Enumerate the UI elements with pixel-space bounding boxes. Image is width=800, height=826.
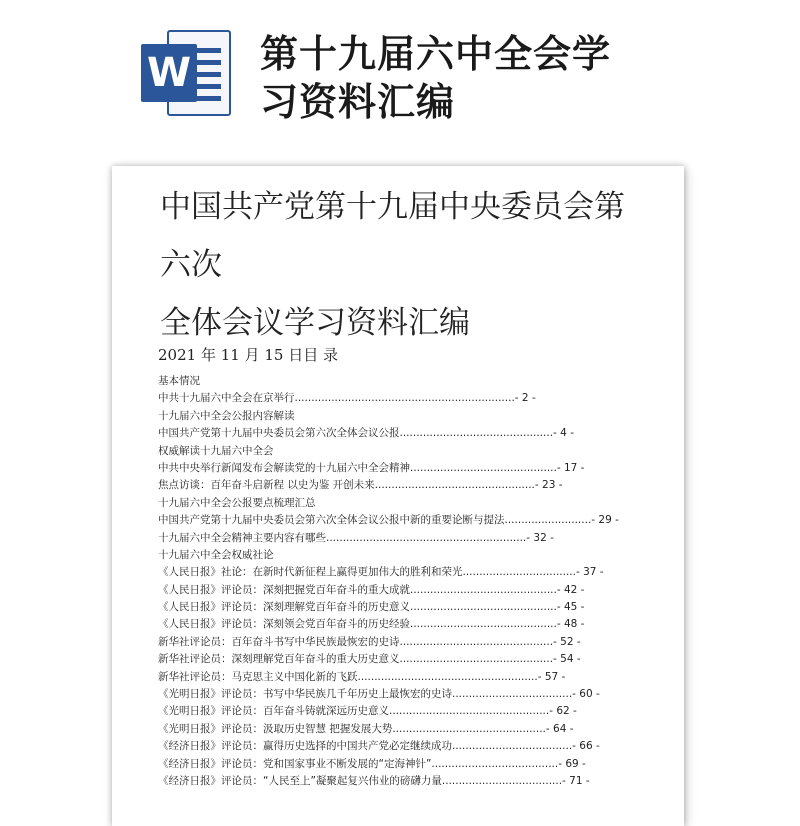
toc-row[interactable] [158, 512, 678, 529]
toc-page-number: - 37 - [575, 566, 604, 579]
toc-leader-dots: ............................................................ [326, 531, 527, 544]
toc-row[interactable] [158, 599, 678, 616]
document-date: 2021 年 11 月 15 日目 录 [158, 346, 338, 364]
toc-row[interactable] [158, 373, 678, 390]
toc-entry-text: 十九届六中全会精神主要内容有哪些 [158, 531, 326, 544]
toc-page-number: - 71 - [562, 774, 590, 787]
toc-leader-dots: .............................................. [392, 722, 546, 735]
toc-entry-text: 《经济日报》评论员：赢得历史选择的中国共产党必定继续成功 [158, 740, 452, 753]
toc-leader-dots: .................................. [462, 566, 576, 579]
toc-row[interactable] [158, 582, 678, 599]
toc-entry-text: 新华社评论员：马克思主义中国化新的飞跃 [158, 670, 358, 683]
toc-entry-text: 《光明日报》评论员：百年奋斗铸就深远历史意义 [158, 705, 389, 718]
toc-page-number: - 52 - [553, 635, 581, 648]
toc-entry-text: 十九届六中全会公报内容解读 [158, 409, 295, 422]
toc-page-number: - 32 - [526, 531, 554, 544]
toc-leader-dots: ...................................................... [357, 670, 538, 683]
toc-leader-dots: .............................................. [399, 635, 554, 648]
document-title-line-1: 中国共产党第十九届中央委员会第 [160, 189, 625, 225]
toc-page-number: - 45 - [556, 601, 585, 614]
toc-page-number: - 42 - [556, 583, 585, 596]
toc-row[interactable] [158, 634, 678, 651]
toc-row[interactable] [158, 756, 678, 773]
toc-entry-text: 中共中央举行新闻发布会解读党的十九届六中全会精神 [158, 461, 410, 474]
toc-entry-text: 《人民日报》评论员：深刻领会党百年奋斗的历史经验 [158, 618, 410, 631]
toc-page-number: - 60 - [572, 688, 600, 701]
toc-row[interactable] [158, 738, 678, 755]
toc-row[interactable] [158, 773, 678, 790]
toc-row[interactable] [158, 651, 678, 668]
toc-entry-text: 《人民日报》评论员：深刻理解党百年奋斗的历史意义 [158, 601, 410, 614]
toc-row[interactable] [158, 530, 678, 547]
toc-page-number: - 23 - [534, 479, 563, 492]
toc-entry-text: 《经济日报》评论员：“人民至上”凝聚起复兴伟业的磅礴力量 [158, 774, 442, 787]
document-title-line-2: 六次 [160, 247, 222, 283]
word-icon [141, 30, 231, 116]
page-title [260, 30, 680, 126]
toc-leader-dots: ................................................ [374, 479, 535, 492]
toc-leader-dots: ...................................... [431, 757, 559, 770]
toc-page-number: - 48 - [556, 618, 585, 631]
toc-entry-text: 《光明日报》评论员：书写中华民族几千年历史上最恢宏的史诗 [158, 688, 452, 701]
toc-entry-text: 十九届六中全会权威社论 [158, 548, 274, 561]
document-page [112, 166, 684, 826]
toc-row[interactable] [158, 390, 678, 407]
page-title-line-2: 习资料汇编 [260, 80, 456, 124]
toc-entry-text: 基本情况 [158, 375, 200, 387]
toc-row[interactable] [158, 408, 678, 425]
document-title [160, 178, 660, 352]
toc-row[interactable] [158, 477, 678, 494]
toc-row[interactable] [158, 669, 678, 686]
toc-entry-text: 中国共产党第十九届中央委员会第六次全体会议公报 [158, 427, 400, 440]
toc-leader-dots: ............................................ [410, 461, 557, 474]
toc-row[interactable] [158, 495, 678, 512]
word-icon-letter: W [141, 44, 197, 102]
toc-row[interactable] [158, 425, 678, 442]
toc-leader-dots: .................................................................. [294, 392, 515, 405]
toc-row[interactable] [158, 686, 678, 703]
toc-leader-dots: .................................... [452, 688, 573, 701]
toc-leader-dots: .................................... [452, 740, 573, 753]
toc-leader-dots: ................................................ [389, 705, 550, 718]
toc-entry-text: 《人民日报》社论：在新时代新征程上赢得更加伟大的胜利和荣光 [158, 566, 463, 579]
toc-entry-text: 《人民日报》评论员：深刻把握党百年奋斗的重大成就 [158, 583, 410, 596]
toc-row[interactable] [158, 460, 678, 477]
toc-page-number: - 4 - [553, 427, 574, 440]
toc-row[interactable] [158, 564, 678, 581]
toc-row[interactable] [158, 443, 678, 460]
toc-page-number: - 62 - [549, 705, 577, 718]
toc-leader-dots: ............................................ [410, 601, 557, 614]
toc-page-number: - 29 - [591, 514, 619, 527]
toc-entry-text: 十九届六中全会公报要点梳理汇总 [158, 496, 316, 509]
toc-page-number: - 54 - [553, 653, 581, 666]
toc-entry-text: 权威解读十九届六中全会 [158, 444, 274, 457]
toc-leader-dots: ............................................ [410, 583, 557, 596]
toc-leader-dots: .............................................. [399, 427, 554, 440]
toc-page-number: - 69 - [558, 757, 586, 770]
toc-leader-dots: .............................................. [399, 653, 554, 666]
toc-entry-text: 《经济日报》评论员：党和国家事业不断发展的“定海神针” [158, 757, 432, 770]
toc-entry-text: 新华社评论员：百年奋斗书写中华民族最恢宏的史诗 [158, 635, 400, 648]
toc-row[interactable] [158, 721, 678, 738]
toc-leader-dots: .................................... [441, 774, 563, 787]
toc-leader-dots: .......................... [504, 514, 592, 527]
toc-entry-text: 中共十九届六中全会在京举行 [158, 392, 295, 405]
table-of-contents [158, 373, 678, 790]
toc-row[interactable] [158, 616, 678, 633]
document-title-line-3: 全体会议学习资料汇编 [160, 305, 470, 341]
toc-entry-text: 焦点访谈：百年奋斗启新程 以史为鉴 开创未来 [158, 479, 375, 492]
toc-page-number: - 17 - [556, 461, 585, 474]
page-title-line-1: 第十九届六中全会学 [260, 32, 612, 76]
toc-entry-text: 新华社评论员：深刻理解党百年奋斗的重大历史意义 [158, 653, 400, 666]
toc-leader-dots: ............................................ [410, 618, 557, 631]
toc-row[interactable] [158, 703, 678, 720]
toc-page-number: - 2 - [514, 392, 536, 405]
toc-page-number: - 66 - [572, 740, 600, 753]
toc-page-number: - 64 - [545, 722, 574, 735]
toc-row[interactable] [158, 547, 678, 564]
toc-entry-text: 《光明日报》评论员：汲取历史智慧 把握发展大势 [158, 722, 393, 735]
toc-entry-text: 中国共产党第十九届中央委员会第六次全体会议公报中新的重要论断与提法 [158, 514, 505, 527]
toc-page-number: - 57 - [537, 670, 566, 683]
